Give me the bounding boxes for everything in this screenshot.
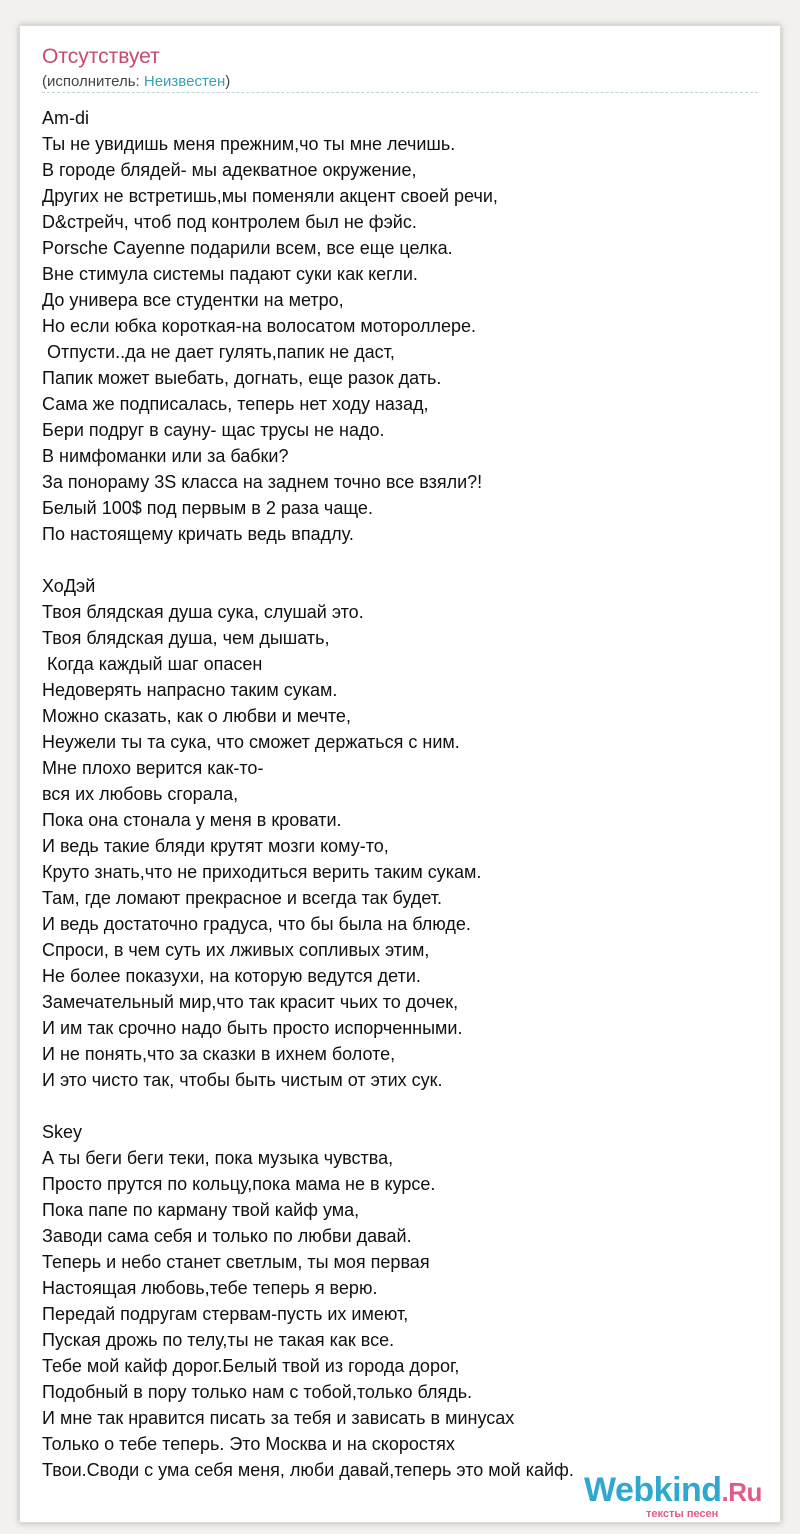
artist-link[interactable]: Неизвестен	[143, 73, 226, 90]
lyric-line: Мне плохо верится как-то-	[42, 758, 264, 778]
lyric-line: Skey	[42, 1122, 83, 1142]
lyric-line: Настоящая любовь,тебе теперь я верю.	[42, 1278, 378, 1298]
lyric-line: И ведь такие бляди крутят мозги кому-то,	[42, 836, 389, 856]
lyric-line: В городе блядей- мы адекватное окружение,	[42, 160, 417, 180]
lyric-line: Круто знать,что не приходиться верить таким сукам.	[42, 862, 482, 882]
lyric-line: Отпусти..да не дает гулять,папик не даст,	[42, 342, 395, 362]
lyric-line: И мне так нравится писать за тебя и зависать в минусах	[42, 1408, 515, 1428]
lyric-line: ХоДэй	[42, 576, 96, 596]
lyric-line: Вне стимула системы падают суки как кегли.	[42, 264, 418, 284]
lyric-line: Недоверять напрасно таким сукам.	[42, 680, 338, 700]
lyric-line: Белый 100$ под первым в 2 раза чаще.	[42, 498, 373, 518]
lyric-line: Пока папе по карману твой кайф ума,	[42, 1200, 360, 1220]
lyric-line: Можно сказать, как о любви и мечте,	[42, 706, 351, 726]
logo-wordmark	[584, 1470, 762, 1512]
lyrics-body	[42, 105, 762, 1483]
lyric-line: Других не встретишь,мы поменяли акцент своей речи,	[42, 186, 498, 206]
lyric-line: Am-di	[42, 108, 90, 128]
artist-line	[42, 72, 230, 92]
lyric-line: А ты беги беги теки, пока музыка чувства,	[42, 1148, 394, 1168]
lyric-line: Но если юбка короткая-на волосатом мотороллере.	[42, 316, 477, 336]
lyric-line: Тебе мой кайф дорог.Белый твой из города дорог,	[42, 1356, 460, 1376]
lyric-line: Замечательный мир,что так красит чьих то дочек,	[42, 992, 459, 1012]
lyric-line: D&стрейч, чтоб под контролем был не фэйс.	[42, 212, 417, 232]
lyric-line: По настоящему кричать ведь впадлу.	[42, 524, 354, 544]
lyric-line: Просто прутся по кольцу,пока мама не в курсе.	[42, 1174, 436, 1194]
lyric-line: И ведь достаточно градуса, что бы была на блюде.	[42, 914, 471, 934]
lyric-line: Только о тебе теперь. Это Москва и на скоростях	[42, 1434, 455, 1454]
artist-prefix: (исполнитель:	[42, 73, 144, 90]
logo-main-text: Webkind	[584, 1471, 722, 1509]
lyric-line: Твоя блядская душа сука, слушай это.	[42, 602, 364, 622]
lyric-line: Пока она стонала у меня в кровати.	[42, 810, 342, 830]
lyric-line: Подобный в пору только нам с тобой,только блядь.	[42, 1382, 473, 1402]
lyric-line: До универа все студентки на метро,	[42, 290, 344, 310]
lyric-line: Заводи сама себя и только по любви давай.	[42, 1226, 412, 1246]
lyric-line	[42, 1093, 762, 1119]
lyric-line: И не понять,что за сказки в ихнем болоте,	[42, 1044, 396, 1064]
lyric-line: Спроси, в чем суть их лживых сопливых этим,	[42, 940, 430, 960]
lyric-line: Твои.Своди с ума себя меня, люби давай,теперь это мой кайф.	[42, 1460, 574, 1480]
lyric-line: Твоя блядская душа, чем дышать,	[42, 628, 330, 648]
lyric-line: Папик может выебать, догнать, еще разок дать.	[42, 368, 442, 388]
lyric-line: Пуская дрожь по телу,ты не такая как все.	[42, 1330, 395, 1350]
song-title: Отсутствует	[42, 45, 160, 68]
lyric-line: Передай подругам стервам-пусть их имеют,	[42, 1304, 409, 1324]
lyric-line: Ты не увидишь меня прежним,чо ты мне лечишь.	[42, 134, 456, 154]
logo-tld: .Ru	[721, 1477, 762, 1507]
lyric-line: За понораму 3S класса на заднем точно все взяли?!	[42, 472, 483, 492]
lyric-line: вся их любовь сгорала,	[42, 784, 239, 804]
lyric-line: И это чисто так, чтобы быть чистым от этих сук.	[42, 1070, 443, 1090]
lyric-line: Там, где ломают прекрасное и всегда так будет.	[42, 888, 443, 908]
logo-subtitle: тексты песен	[646, 1508, 719, 1520]
lyric-line: Неужели ты та сука, что сможет держаться с ним.	[42, 732, 460, 752]
divider	[42, 92, 758, 93]
artist-suffix: )	[225, 73, 231, 90]
lyric-line	[42, 547, 762, 573]
lyric-line: Когда каждый шаг опасен	[42, 654, 263, 674]
lyric-line: Не более показухи, на которую ведутся дети.	[42, 966, 421, 986]
lyric-line: Теперь и небо станет светлым, ты моя первая	[42, 1252, 430, 1272]
lyric-line: И им так срочно надо быть просто испорченными.	[42, 1018, 463, 1038]
lyric-line: Бери подруг в сауну- щас трусы не надо.	[42, 420, 385, 440]
lyric-line: В нимфоманки или за бабки?	[42, 446, 289, 466]
lyric-line: Сама же подписалась, теперь нет ходу назад,	[42, 394, 429, 414]
lyric-line: Porsche Cayenne подарили всем, все еще целка.	[42, 238, 453, 258]
webkind-logo[interactable]	[584, 1470, 774, 1522]
